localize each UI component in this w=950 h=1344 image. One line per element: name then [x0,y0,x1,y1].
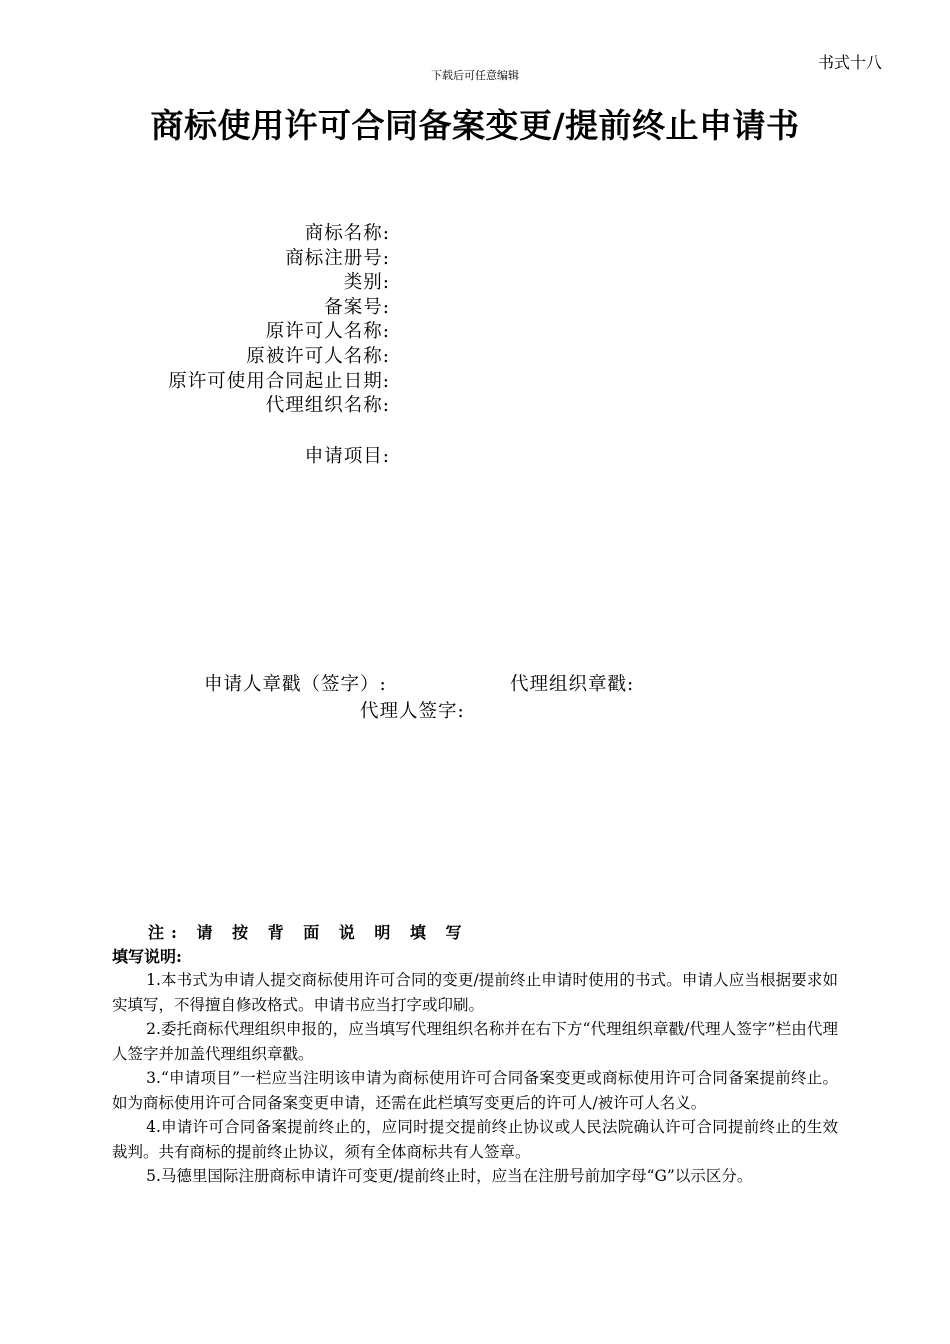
field-label-registration-number: 商标注册号: [285,247,390,269]
form-fields [100,222,390,469]
instruction-item: 4.申请许可合同备案提前终止的，应同时提交提前终止协议或人民法院确认许可合同提前终止的生效裁判。共有商标的提前终止协议，须有全体商标共有人签章。 [112,1118,838,1161]
agency-seal-label: 代理组织章戳: [510,674,635,695]
instruction-item: 2.委托商标代理组织申报的，应当填写代理组织名称并在右下方“代理组织章戳/代理人签字”栏由代理人签字并加盖代理组织章戳。 [112,1020,838,1063]
field-spacer [100,419,390,445]
instruction-item: 3.“申请项目”一栏应当注明该申请为商标使用许可合同备案变更或商标使用许可合同备案提前终止。如为商标使用许可合同备案变更申请，还需在此栏填写变更后的许可人/被许可人名义。 [112,1069,838,1112]
form-code: 书式十八 [817,53,882,72]
instructions-heading: 填写说明: [112,947,182,966]
instruction-item: 5.马德里国际注册商标申请许可变更/提前终止时，应当在注册号前加字母“G”以示区分。 [146,1167,753,1185]
agent-signature-label: 代理人签字: [360,701,465,722]
instruction-item: 1.本书式为申请人提交商标使用许可合同的变更/提前终止申请时使用的书式。申请人应当根据要求如实填写，不得擅自修改格式。申请书应当打字或印刷。 [112,971,838,1014]
instructions-list [112,968,838,1189]
field-label-class: 类别: [343,272,390,294]
field-label-agency-name: 代理组织名称: [265,395,390,417]
field-label-application-item: 申请项目: [304,445,390,467]
document-title: 商标使用许可合同备案变更/提前终止申请书 [150,106,800,145]
field-label-filing-number: 备案号: [324,296,390,318]
note-heading: 注: 请 按 背 面 说 明 填 写 [148,923,469,942]
field-label-contract-period: 原许可使用合同起止日期: [168,370,390,392]
applicant-seal-label: 申请人章戳（签字）: [204,674,387,695]
field-label-original-licensee: 原被许可人名称: [246,345,390,367]
field-label-trademark-name: 商标名称: [304,223,390,244]
field-label-original-licensor: 原许可人名称: [265,321,390,343]
watermark-text: 下载后可任意编辑 [431,69,519,82]
